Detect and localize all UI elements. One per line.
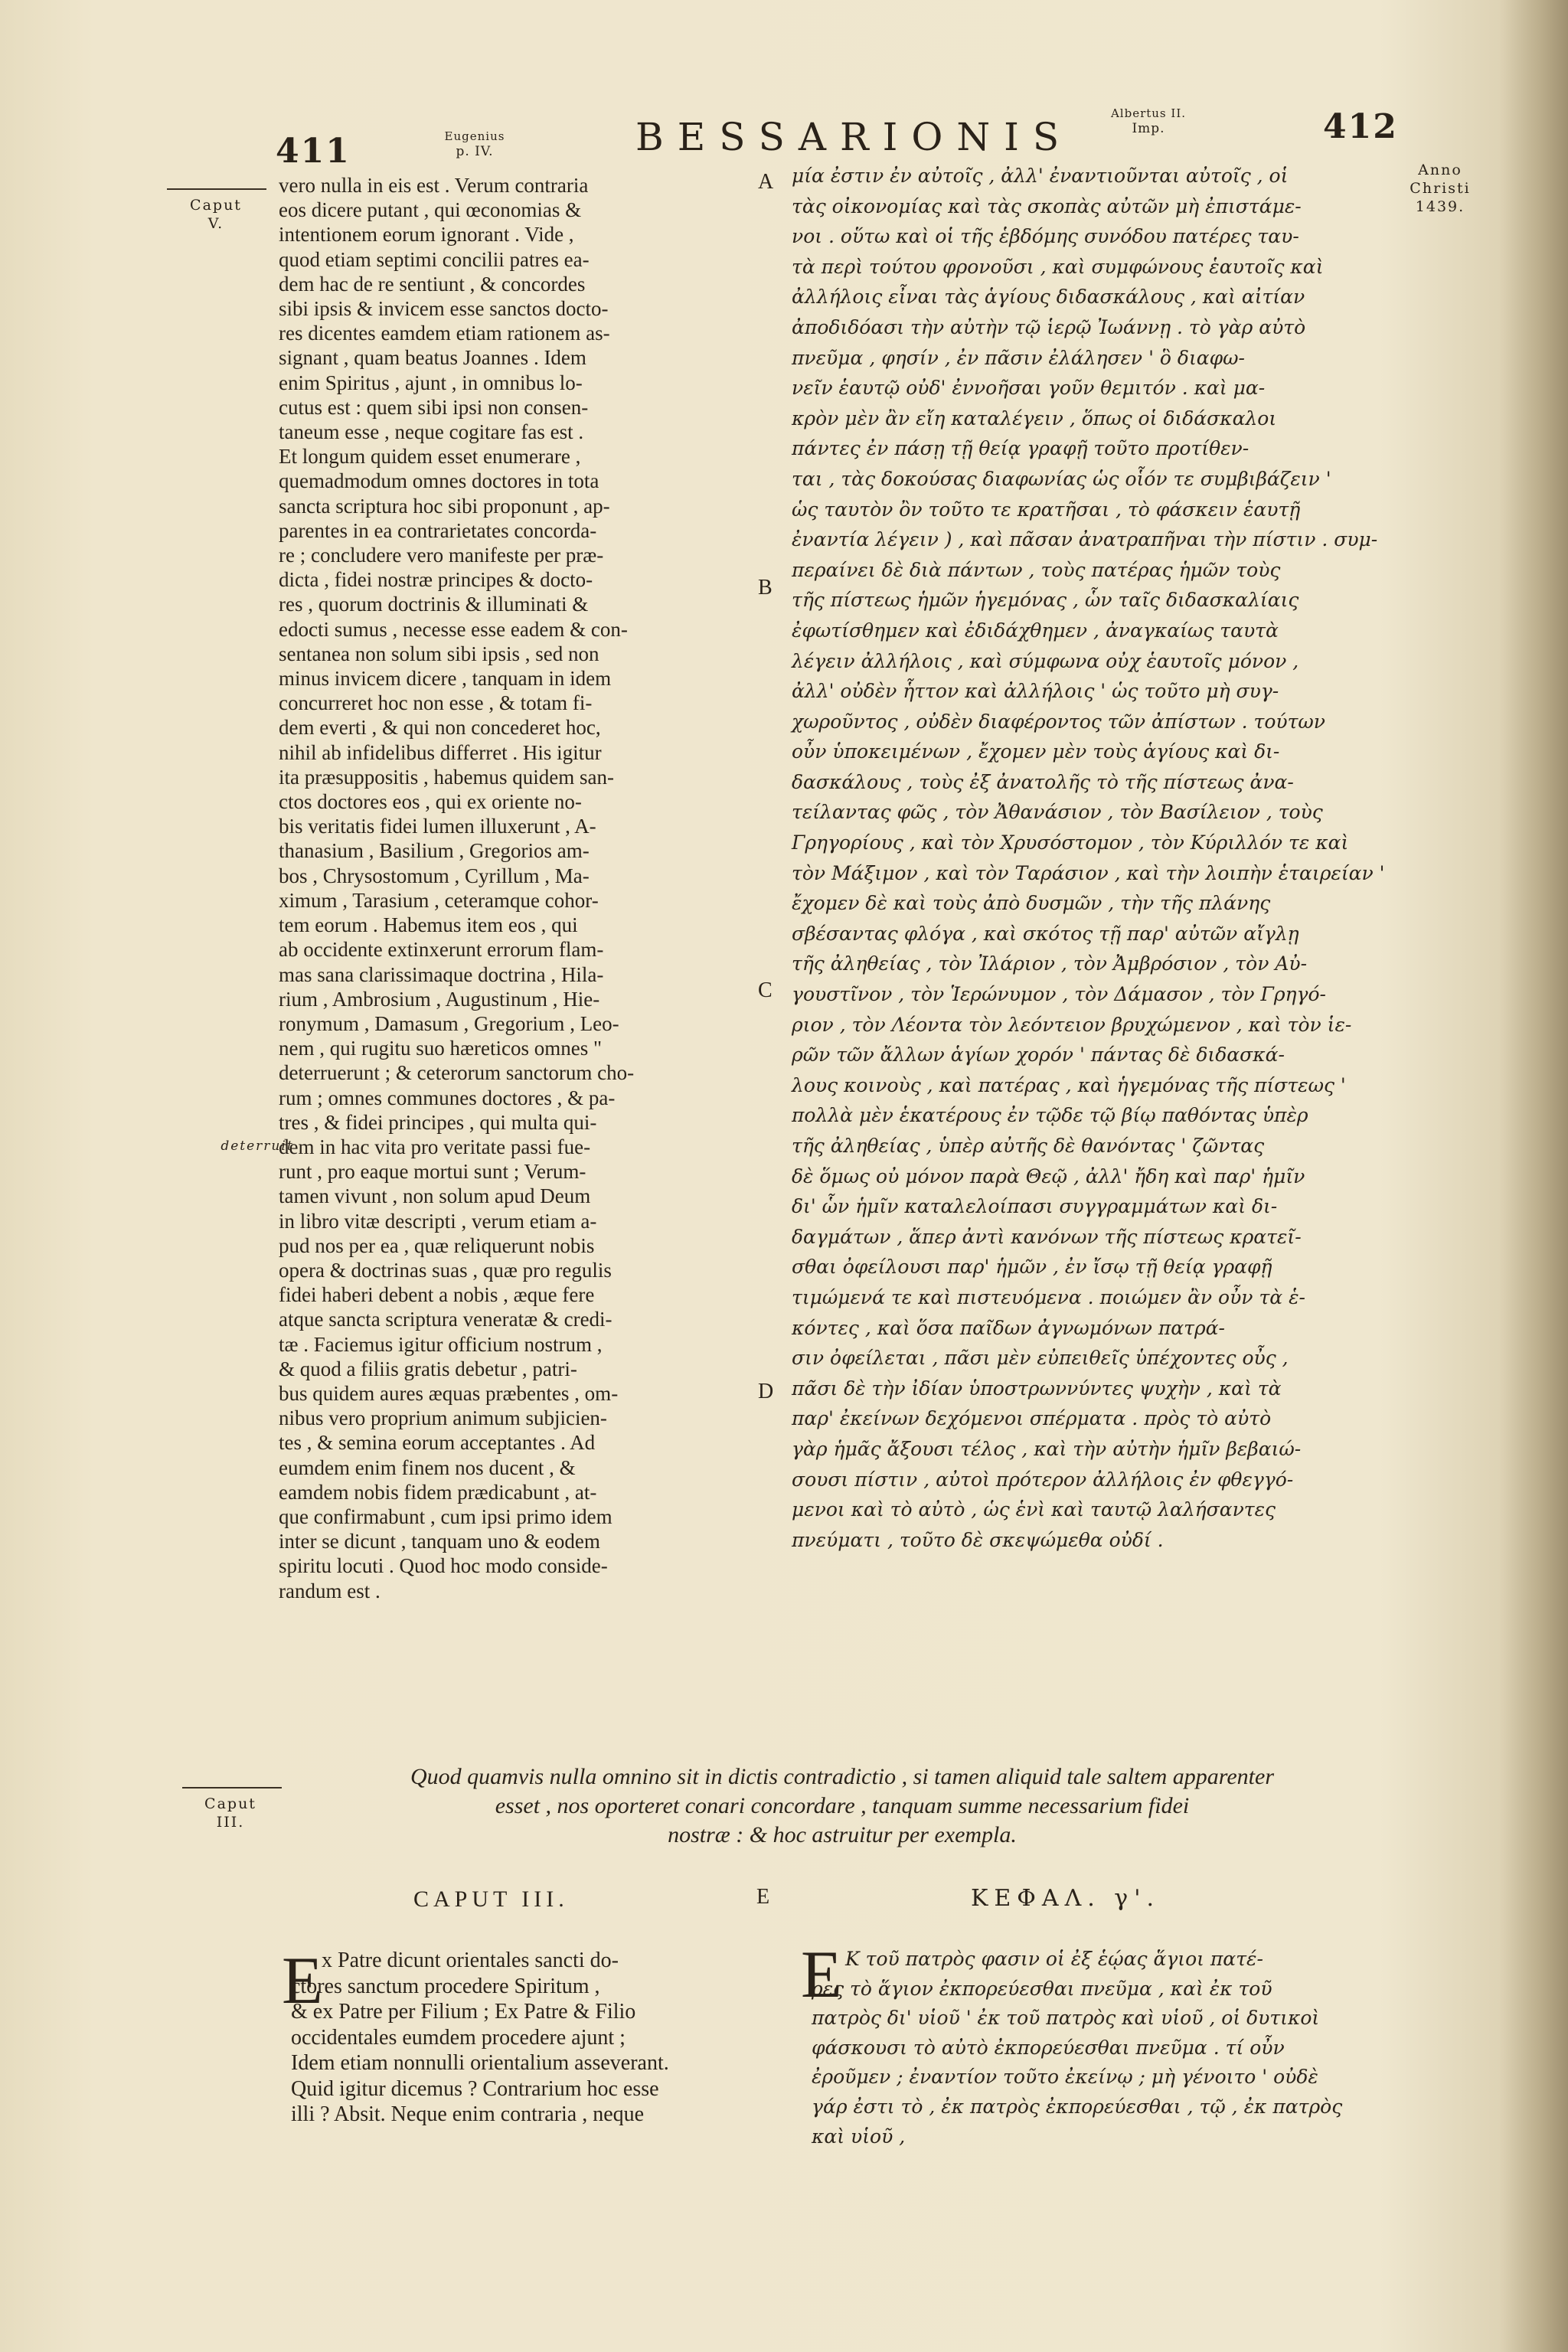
caput-v-word: Caput — [190, 197, 242, 214]
margin-rule-bottom — [182, 1787, 282, 1788]
caput-v-note — [170, 196, 262, 233]
caput-iii-note — [181, 1795, 280, 1831]
deterruit-note: deterruit — [220, 1138, 294, 1154]
kefal-heading: ΚΕΦΑΛ. γ'. — [971, 1885, 1161, 1912]
greek-bottom-text: Κ τοῦ πατρὸς φασιν οἱ ἐξ ἑῴας ἅγιοι πατέ- ρες τὸ ἅγιον ἐκπορεύεσθαι πνεῦμα , καὶ ἐκ τοῦ πατρὸς δι' υἱοῦ ' ἐκ τοῦ πατρὸς καὶ υἱοῦ , οἱ δυτικοὶ φάσκουσι τὸ αὐτὸ ἐκπορεύεσθαι πνεῦμα . τί οὖν ἐροῦμεν ; ἐναντίον τοῦτο ἐκείνῳ ; μὴ γένοιτο ' οὐδὲ γάρ ἐστι τὸ , ἐκ πατρὸς ἐκπορεύεσθαι , τῷ , ἐκ πατρὸς καὶ υἱοῦ , — [812, 1948, 1343, 2148]
section-letter-a: A — [758, 170, 774, 194]
latin-column-text: vero nulla in eis est . Verum contraria eos dicere putant , qui œconomias & intentionem eorum ignorant . Vide , quod etiam septimi concilii patres ea- dem hac de re sentiunt , & concordes sibi ipsis & invicem esse sanctos docto- res dicentes eamdem etiam rationem as- signant , quam beatus Joannes . Idem enim Spiritus , ajunt , in omnibus lo- cutus est : quem sibi ipsi non consen- taneum esse , neque cogitare fas est . Et longum quidem esset enumerare , quemadmodum omnes doctores in tota sancta scriptura hoc sibi proponunt , ap- parentes in ea contrarietates concorda- re ; concludere vero manifeste per præ- dicta , fidei nostræ principes & docto- res , quorum doctrinis & illuminati & edocti sumus , necesse esse eadem & con- sentanea non solum sibi ipsis , sed non minus invicem dicere , tanquam in idem concurreret hoc non esse , & totam fi- dem everti , & qui non concederet hoc, nihil ab infidelibus differret . His igitur ita præsuppositis , habemus quidem san- ctos doctores eos , qui ex oriente no- bis veritatis fidei lumen illuxerunt , A- thanasium , Basilium , Gregorios am- bos , Chrysostomum , Cyrillum , Ma- ximum , Tarasium , ceteramque cohor- tem eorum . Habemus item eos , qui ab occidente extinxerunt errorum flam- mas sana clarissimaque doctrina , Hila- rium , Ambrosium , Augustinum , Hie- ronymum , Damasum , Gregorium , Leo- nem , qui rugitu suo hæreticos omnes " deterruerunt ; & ceterorum sanctorum cho- rum ; omnes communes doctores , & pa- tres , & fidei principes , qui multa qui- dem in hac vita pro veritate passi fue- runt , pro eaque mortui sunt ; Verum- tamen vivunt , non solum apud Deum in libro vitæ descripti , verum etiam a- pud nos per ea , quæ reliquerunt nobis opera & doctrinas suas , quæ pro regulis fidei haberi debent a nobis , æque fere atque sancta scriptura veneratæ & credi- tæ . Faciemus igitur officium nostrum , & quod a filiis gratis debetur , patri- bus quidem aures æquas præbentes , om- nibus vero proprium animum subjicien- tes , & semina eorum acceptantes . Ad eumdem enim finem nos ducent , & eamdem nobis fidem prædicabunt , at- que confirmabunt , cum ipsi primo idem inter se dicunt , tanquam uno & eodem spiritu locuti . Quod hoc modo conside- randum est . — [279, 174, 635, 1602]
caput-heading: CAPUT III. — [413, 1886, 569, 1912]
section-letter-c: C — [758, 978, 773, 1002]
latin-bottom-text: x Patre dicunt orientales sancti do- ctores sanctum procedere Spiritum , & ex Patre per Filium ; Ex Patre & Filio occidentales eumdem procedere ajunt ; Idem etiam nonnulli orientalium asseverant. Quid igitur dicemus ? Contrarium hoc esse illi ? Absit. Neque enim contraria , neque — [291, 1949, 669, 2126]
year-label: 1439. — [1415, 198, 1465, 215]
pope-header — [429, 129, 521, 159]
page-number-left: 411 — [276, 132, 351, 171]
greek-drop-cap: Ε — [801, 1938, 842, 2012]
section-letter-b: B — [758, 576, 773, 599]
page-edge-shadow — [1499, 0, 1568, 2352]
emperor-name: Albertus II. — [1110, 106, 1187, 120]
anno-label: Anno — [1418, 162, 1462, 178]
chapter-summary: Quod quamvis nulla omnino sit in dictis contradictio , si tamen aliquid tale saltem apparenter esset , nos oporteret conari concordare , tanquam summe necessarium fidei nostræ : & hoc astruitur per exempla. — [410, 1764, 1274, 1847]
emperor-title: Imp. — [1132, 121, 1165, 136]
caput-iii-number: III. — [216, 1814, 245, 1831]
caput-v-number: V. — [207, 215, 224, 232]
margin-rule-top — [167, 188, 266, 190]
caput-iii-word: Caput — [204, 1795, 256, 1812]
greek-column-text: μία ἐστιν ἐν αὐτοῖς , ἀλλ' ἐναντιοῦνται αὐτοῖς , οἱ τὰς οἰκονομίας καὶ τὰς σκοπὰς αὐτῶν μὴ ἐπιστάμε- νοι . οὕτω καὶ οἱ τῆς ἑβδόμης συνόδου πατέρες ταυ- τὰ περὶ τούτου φρονοῦσι , καὶ συμφώνους ἑαυτοῖς καὶ ἀλλήλοις εἶναι τὰς ἁγίους διδασκάλους , καὶ αἰτίαν ἀποδιδόασι τὴν αὐτὴν τῷ ἱερῷ Ἰωάννῃ . τὸ γὰρ αὐτὸ πνεῦμα , φησίν , ἐν πᾶσιν ἐλάλησεν ' ὃ διαφω- νεῖν ἑαυτῷ οὐδ' ἐννοῆσαι γοῦν θεμιτόν . καὶ μα- κρὸν μὲν ἂν εἴη καταλέγειν , ὅπως οἱ διδάσκαλοι πάντες ἐν πάσῃ τῇ θείᾳ γραφῇ τοῦτο προτίθεν- ται , τὰς δοκούσας διαφωνίας ὡς οἷόν τε συμβιβάζειν ' ὡς ταυτὸν ὂν τοῦτο τε κρατῆσαι , τὸ φάσκειν ἑαυτῇ ἐναντία λέγειν ) , καὶ πᾶσαν ἀνατραπῆναι τὴν πίστιν . συμ- περαίνει δὲ διὰ πάντων , τοὺς πατέρας ἡμῶν τοὺς τῆς πίστεως ἡμῶν ἡγεμόνας , ὧν ταῖς διδασκαλίαις ἐφωτίσθημεν καὶ ἐδιδάχθημεν , ἀναγκαίως ταυτὰ λέγειν ἀλλήλοις , καὶ σύμφωνα οὐχ ἑαυτοῖς μόνον , ἀλλ' οὐδὲν ἧττον καὶ ἀλλήλοις ' ὡς τοῦτο μὴ συγ- χωροῦντος , οὐδὲν διαφέροντος τῶν ἀπίστων . τούτων οὖν ὑποκειμένων , ἔχομεν μὲν τοὺς ἁγίους καὶ δι- δασκάλους , τοὺς ἐξ ἀνατολῆς τὸ τῆς πίστεως ἀνα- τείλαντας φῶς , τὸν Ἀθανάσιον , τὸν Βασίλειον , τοὺς Γρηγορίους , καὶ τὸν Χρυσόστομον , τὸν Κύριλλόν τε καὶ τὸν Μάξιμον , καὶ τὸν Ταράσιον , καὶ τὴν λοιπὴν ἑταιρείαν ' ἔχομεν δὲ καὶ τοὺς ἀπὸ δυσμῶν , τὴν τῆς πλάνης σβέσαντας φλόγα , καὶ σκότος τῇ παρ' αὐτῶν αἴγλῃ τῆς ἀληθείας , τὸν Ἰλάριον , τὸν Ἀμβρόσιον , τὸν Αὐ- γουστῖνον , τὸν Ἱερώνυμον , τὸν Δάμασον , τὸν Γρηγό- ριον , τὸν Λέοντα τὸν λεόντειον βρυχώμενον , καὶ τὸν ἱε- ρῶν τῶν ἄλλων ἁγίων χορόν ' πάντας δὲ διδασκά- λους κοινοὺς , καὶ πατέρας , καὶ ἡγεμόνας τῆς πίστεως ' πολλὰ μὲν ἑκατέρους ἐν τῷδε τῷ βίῳ παθόντας ὑπὲρ τῆς ἀληθείας , ὑπὲρ αὐτῆς δὲ θανόντας ' ζῶντας δὲ ὅμως οὐ μόνον παρὰ Θεῷ , ἀλλ' ἤδη καὶ παρ' ἡμῖν δι' ὧν ἡμῖν καταλελοίπασι συγγραμμάτων καὶ δι- δαγμάτων , ἅπερ ἀντὶ κανόνων τῆς πίστεως κρατεῖ- σθαι ὀφείλουσι παρ' ἡμῶν , ἐν ἴσῳ τῇ θείᾳ γραφῇ τιμώμενά τε καὶ πιστευόμενα . ποιώμεν ἂν οὖν τὰ ἑ- κόντες , καὶ ὅσα παῖδων ἀγνωμόνων πατρά- σιν ὀφείλεται , πᾶσι μὲν εὐπειθεῖς ὑπέχοντες οὖς , πᾶσι δὲ τὴν ἰδίαν ὑποστρωννύντες ψυχὴν , καὶ τὰ παρ' ἐκείνων δεχόμενοι σπέρματα . πρὸς τὸ αὐτὸ γὰρ ἡμᾶς ἄξουσι τέλος , καὶ τὴν αὐτὴν ἡμῖν βεβαιώ- σουσι πίστιν , αὐτοὶ πρότερον ἀλλήλοις ἐν φθεγγό- μενοι καὶ τὸ αὐτὸ , ὡς ἑνὶ καὶ ταυτῷ λαλήσαντες πνεύματι , τοῦτο δὲ σκεψώμεθα οὐδί . — [792, 165, 1385, 1551]
section-letter-d: D — [758, 1380, 774, 1403]
pope-name: Eugenius — [444, 129, 505, 143]
pope-number: p. IV. — [456, 144, 494, 159]
emperor-header — [1087, 106, 1210, 136]
section-letter-e: E — [756, 1885, 770, 1909]
anno-christi-note — [1398, 161, 1482, 216]
christi-label: Christi — [1410, 180, 1471, 197]
page-title: BESSARIONIS — [635, 115, 1073, 159]
latin-drop-cap: E — [282, 1944, 323, 2018]
page-number-right: 412 — [1323, 107, 1398, 146]
